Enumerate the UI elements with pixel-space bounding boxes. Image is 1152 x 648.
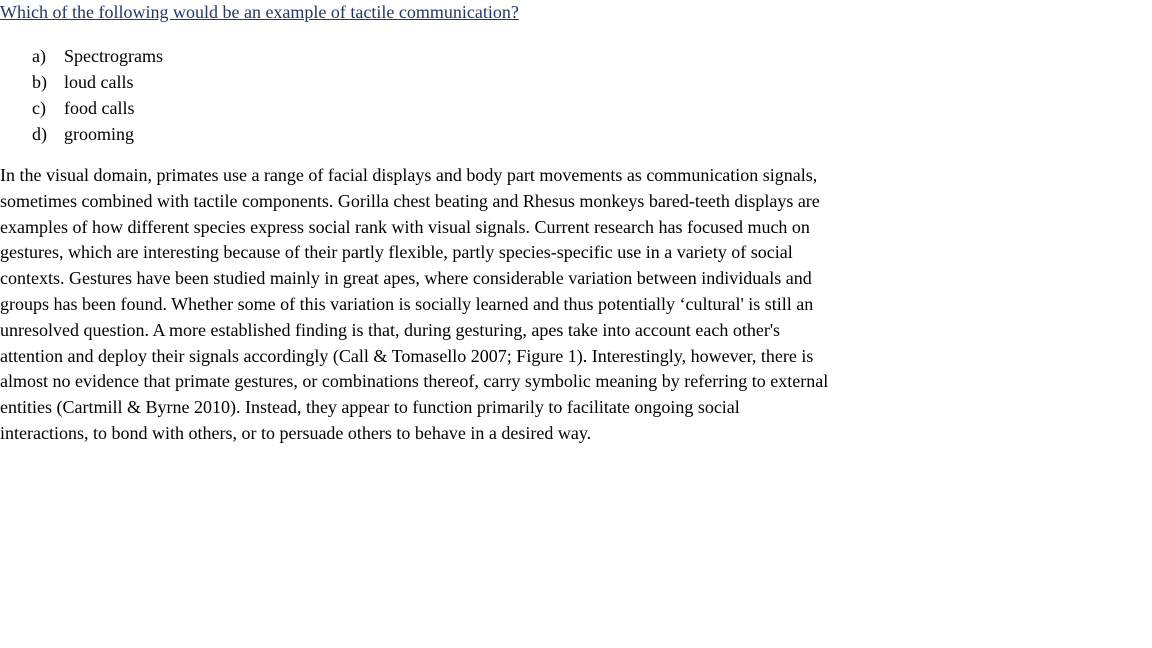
option-letter: d) [32, 124, 47, 144]
question-link[interactable]: Which of the following would be an example of tactile communication? [0, 2, 519, 22]
option-text: Spectrograms [64, 46, 163, 66]
option-text: food calls [64, 98, 135, 118]
option-text: grooming [64, 124, 134, 144]
option-letter: b) [32, 72, 47, 92]
passage-paragraph: In the visual domain, primates use a range of facial displays and body part movements as communication signals, sometimes combined with tactile components. Gorilla chest beating and Rhesus monkeys bared-teeth displays are examples of how different species express social rank with visual signals. Current research has focused much on gestures, which are interesting because of their partly flexible, partly species-specific use in a variety of social contexts. Gestures have been studied mainly in great apes, where considerable variation between individuals and groups has been found. Whether some of this variation is socially learned and thus potentially ‘cultural' is still an unresolved question. A more established finding is that, during gesturing, apes take into account each other's attention and deploy their signals accordingly (Call & Tomasello 2007; Figure 1). Interestingly, however, there is almost no evidence that primate gestures, or combinations thereof, carry symbolic meaning by referring to external entities (Cartmill & Byrne 2010). Instead, they appear to function primarily to facilitate ongoing social interactions, to bond with others, or to persuade others to behave in a desired way. [0, 165, 829, 443]
answer-option-a [32, 44, 163, 70]
answer-option-d [32, 122, 163, 148]
answer-option-b [32, 70, 163, 96]
option-text: loud calls [64, 72, 134, 92]
option-letter: a) [32, 46, 46, 66]
answer-options-list [32, 44, 163, 148]
option-letter: c) [32, 98, 46, 118]
answer-option-c [32, 96, 163, 122]
